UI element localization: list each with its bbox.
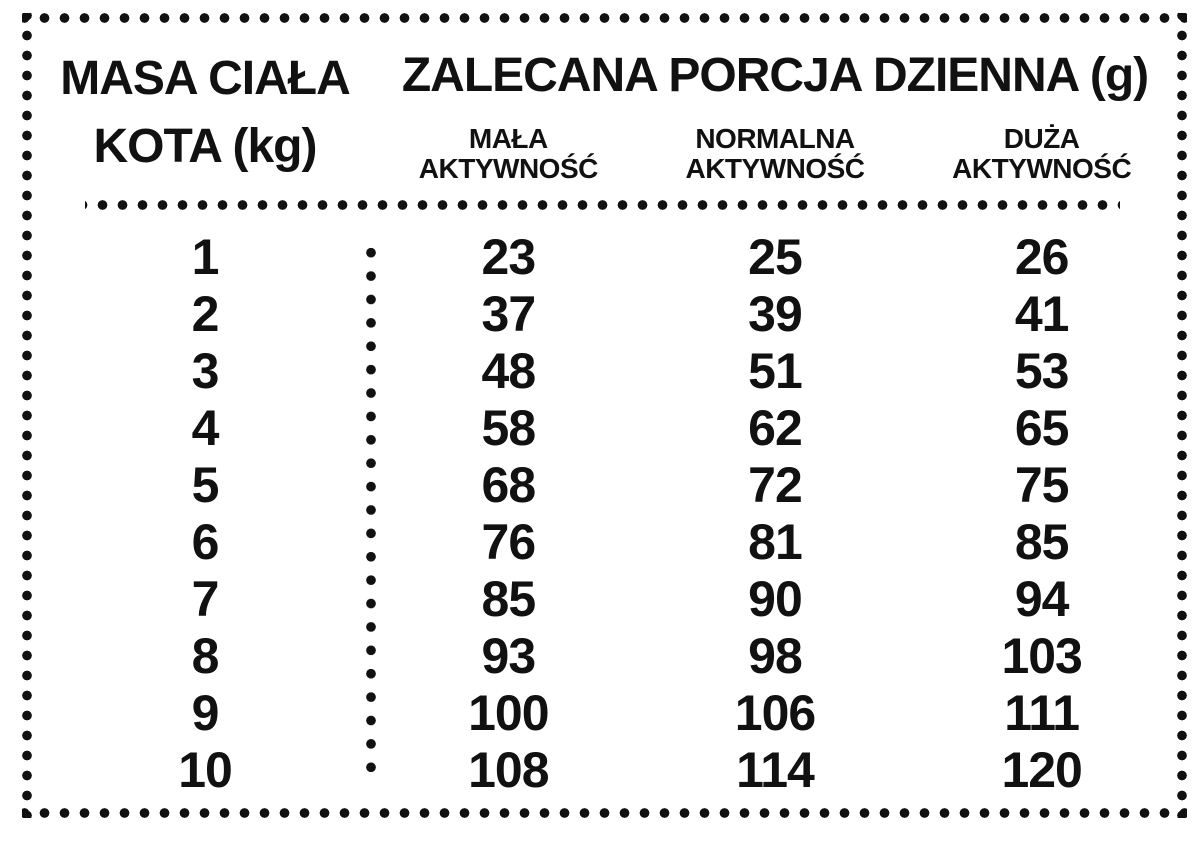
low-activity-cell: 23 [481, 229, 536, 285]
weight-cell: 9 [191, 685, 219, 741]
weight-cell: 3 [191, 343, 219, 399]
activity-header-normal-line2: AKTYWNOŚĆ [685, 153, 865, 184]
high-activity-cell: 85 [1014, 514, 1069, 570]
activity-header-normal-line1: NORMALNA [695, 123, 855, 154]
weight-cell: 1 [191, 229, 219, 285]
high-activity-cell: 75 [1014, 457, 1069, 513]
weight-cell: 6 [191, 514, 219, 570]
normal-activity-cell: 39 [748, 286, 802, 342]
table-row [35, 742, 1175, 799]
outer-border-left [22, 13, 32, 818]
table-row [35, 229, 1175, 286]
activity-header-high-line1: DUŻA [1003, 123, 1080, 154]
weight-cell: 8 [191, 628, 219, 684]
header-separator [85, 200, 1120, 210]
weight-cell: 4 [191, 400, 219, 456]
table-row [35, 514, 1175, 571]
activity-header-low-line1: MAŁA [468, 123, 548, 154]
normal-activity-cell: 98 [748, 628, 802, 684]
high-activity-cell: 65 [1014, 400, 1069, 456]
weight-column-header [35, 30, 375, 195]
normal-activity-cell: 106 [734, 685, 816, 741]
table-row [35, 400, 1175, 457]
table-row [35, 571, 1175, 628]
weight-cell: 7 [191, 571, 219, 627]
table-row [35, 628, 1175, 685]
weight-header-line1: MASA CIAŁA [60, 51, 350, 105]
normal-activity-cell: 51 [748, 343, 802, 399]
table-row [35, 685, 1175, 742]
outer-border-top [22, 13, 1187, 23]
weight-cell: 2 [191, 286, 219, 342]
normal-activity-cell: 72 [748, 457, 802, 513]
activity-header-high [908, 122, 1175, 195]
activity-header-high-line2: AKTYWNOŚĆ [952, 153, 1132, 184]
activity-header-normal [642, 122, 909, 195]
high-activity-cell: 120 [1001, 742, 1082, 798]
activity-header-low [375, 122, 642, 195]
low-activity-cell: 93 [481, 628, 536, 684]
high-activity-cell: 111 [1004, 685, 1080, 741]
table-row [35, 343, 1175, 400]
low-activity-cell: 68 [481, 457, 536, 513]
table-row [35, 286, 1175, 343]
outer-border-right [1177, 13, 1187, 818]
weight-header-line2: KOTA (kg) [93, 119, 317, 173]
high-activity-cell: 53 [1014, 343, 1069, 399]
high-activity-cell: 26 [1014, 229, 1069, 285]
normal-activity-cell: 114 [736, 742, 814, 798]
portion-header: ZALECANA PORCJA DZIENNA (g) [401, 49, 1149, 102]
table-row [35, 457, 1175, 514]
normal-activity-cell: 25 [748, 229, 802, 285]
weight-cell: 10 [178, 742, 232, 798]
table-body [35, 229, 1175, 799]
low-activity-cell: 58 [481, 400, 536, 456]
high-activity-cell: 103 [1001, 628, 1082, 684]
table-header [35, 30, 1175, 195]
normal-activity-cell: 81 [748, 514, 802, 570]
low-activity-cell: 108 [468, 742, 549, 798]
low-activity-cell: 100 [468, 685, 549, 741]
low-activity-cell: 85 [481, 571, 536, 627]
low-activity-cell: 48 [481, 343, 536, 399]
outer-border-bottom [22, 808, 1187, 818]
low-activity-cell: 37 [481, 286, 536, 342]
activity-header-low-line2: AKTYWNOŚĆ [418, 153, 598, 184]
high-activity-cell: 41 [1014, 286, 1069, 342]
weight-cell: 5 [191, 457, 219, 513]
normal-activity-cell: 62 [748, 400, 802, 456]
low-activity-cell: 76 [481, 514, 536, 570]
normal-activity-cell: 90 [748, 571, 802, 627]
high-activity-cell: 94 [1014, 571, 1069, 627]
